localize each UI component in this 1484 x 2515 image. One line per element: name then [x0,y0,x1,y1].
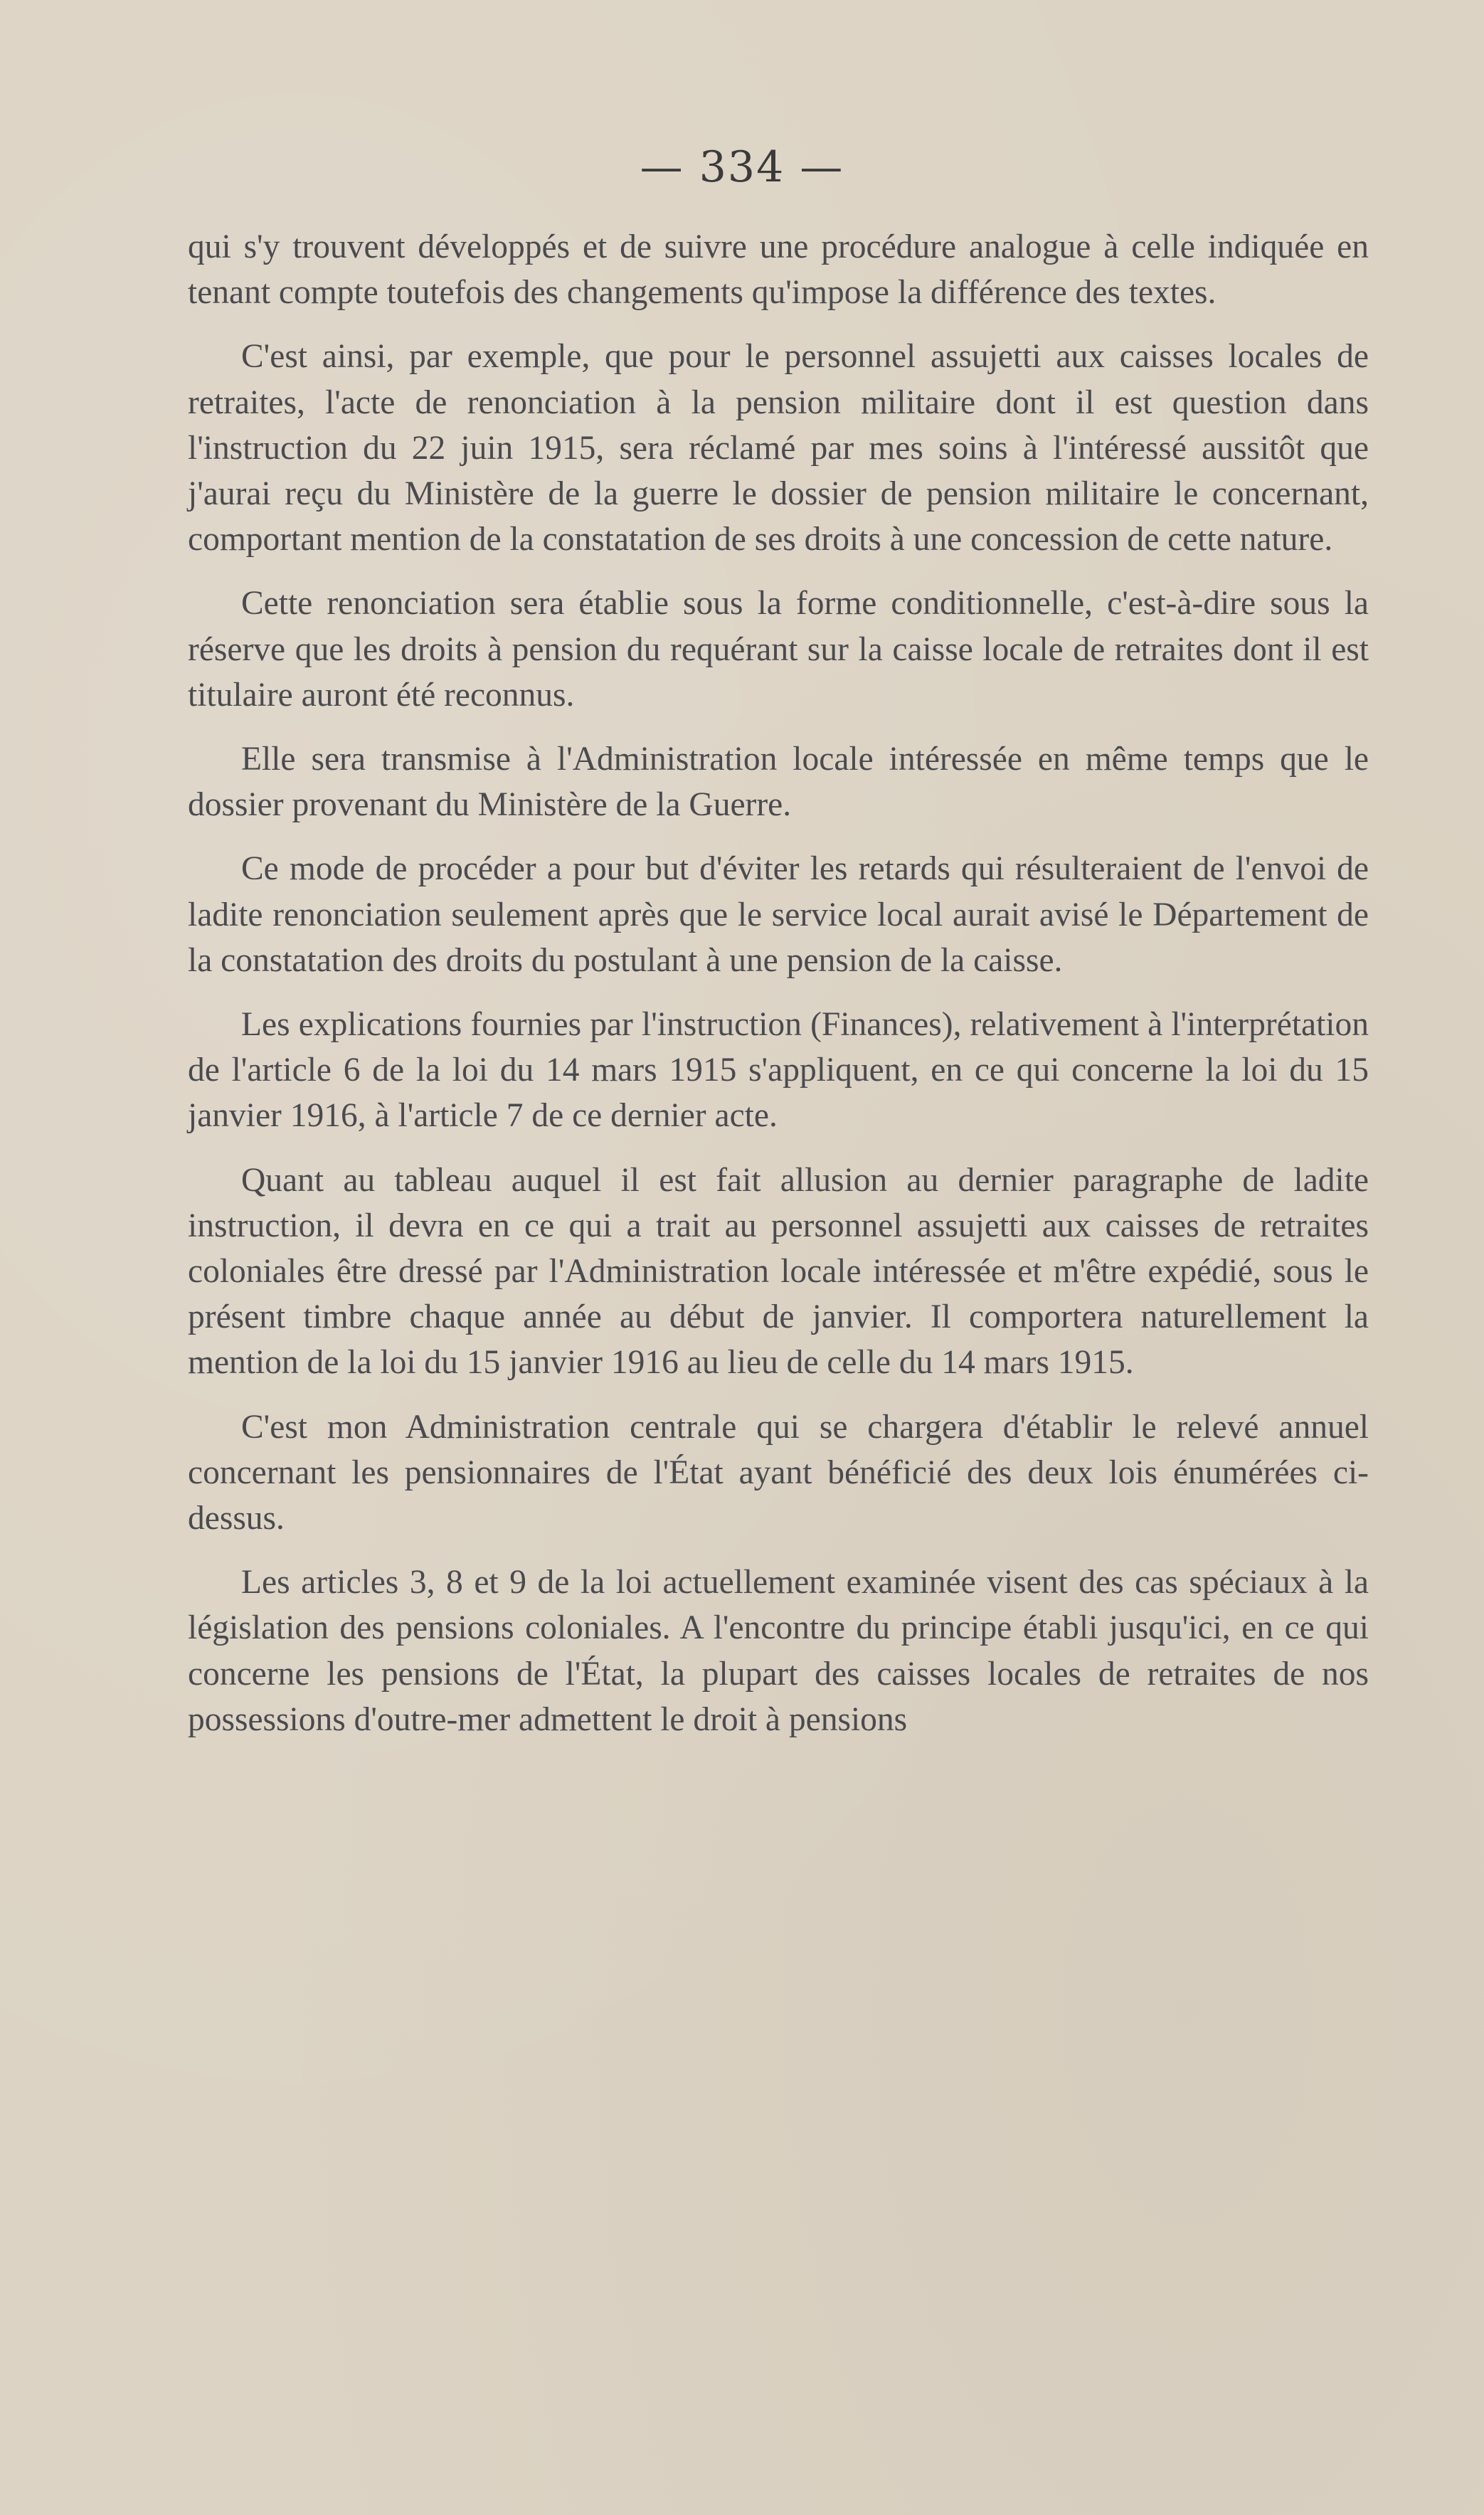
paragraph: Elle sera transmise à l'Administration locale intéressée en même temps que le dossier provenant du Ministère de la Guerre. [188,741,1369,824]
paragraph: Ce mode de procéder a pour but d'éviter les retards qui résulteraient de l'envoi de ladite renonciation seulement après que le service local aurait avisé le Département de la constatation des droits du postulant à une pension de la caisse. [188,850,1369,979]
paragraph: Quant au tableau auquel il est fait allusion au dernier paragraphe de ladite instruction, il devra en ce qui a trait au personnel assujetti aux caisses de retraites coloniales être dressé par l'Administration locale intéressée et m'être expédié, sous le présent timbre chaque année au début de janvier. Il comportera naturellement la mention de la loi du 15 janvier 1916 au lieu de celle du 14 mars 1915. [188,1161,1369,1382]
paragraph: qui s'y trouvent développés et de suivre une procédure analogue à celle indiquée en tenant compte toutefois des changements qu'impose la différence des textes. [188,228,1369,312]
page-number: — 334 — [640,142,844,192]
paragraph: Les explications fournies par l'instruction (Finances), relativement à l'interprétation de l'article 6 de la loi du 14 mars 1915 s'appliquent, en ce qui concerne la loi du 15 janvier 1916, à l'article 7 de ce dernier acte. [188,1006,1369,1135]
body-text [188,224,1369,1742]
paragraph: C'est ainsi, par exemple, que pour le personnel assujetti aux caisses locales de retraites, l'acte de renonciation à la pension militaire dont il est question dans l'instruction du 22 juin 1915, sera réclamé par mes soins à l'intéressé aussitôt que j'aurai reçu du Ministère de la guerre le dossier de pension militaire le concernant, comportant mention de la constatation de ses droits à une concession de cette nature. [188,338,1369,558]
paragraph: Cette renonciation sera établie sous la forme conditionnelle, c'est-à-dire sous la réserve que les droits à pension du requérant sur la caisse locale de retraites dont il est titulaire auront été reconnus. [188,585,1369,714]
paragraph: C'est mon Administration centrale qui se chargera d'établir le relevé annuel concernant les pensionnaires de l'État ayant bénéficié des deux lois énumérées ci-dessus. [188,1408,1369,1537]
paragraph: Les articles 3, 8 et 9 de la loi actuellement examinée visent des cas spéciaux à la législation des pensions coloniales. A l'encontre du principe établi jusqu'ici, en ce qui concerne les pensions de l'État, la plupart des caisses locales de retraites de nos possessions d'outre-mer admettent le droit à pensions [188,1564,1369,1738]
